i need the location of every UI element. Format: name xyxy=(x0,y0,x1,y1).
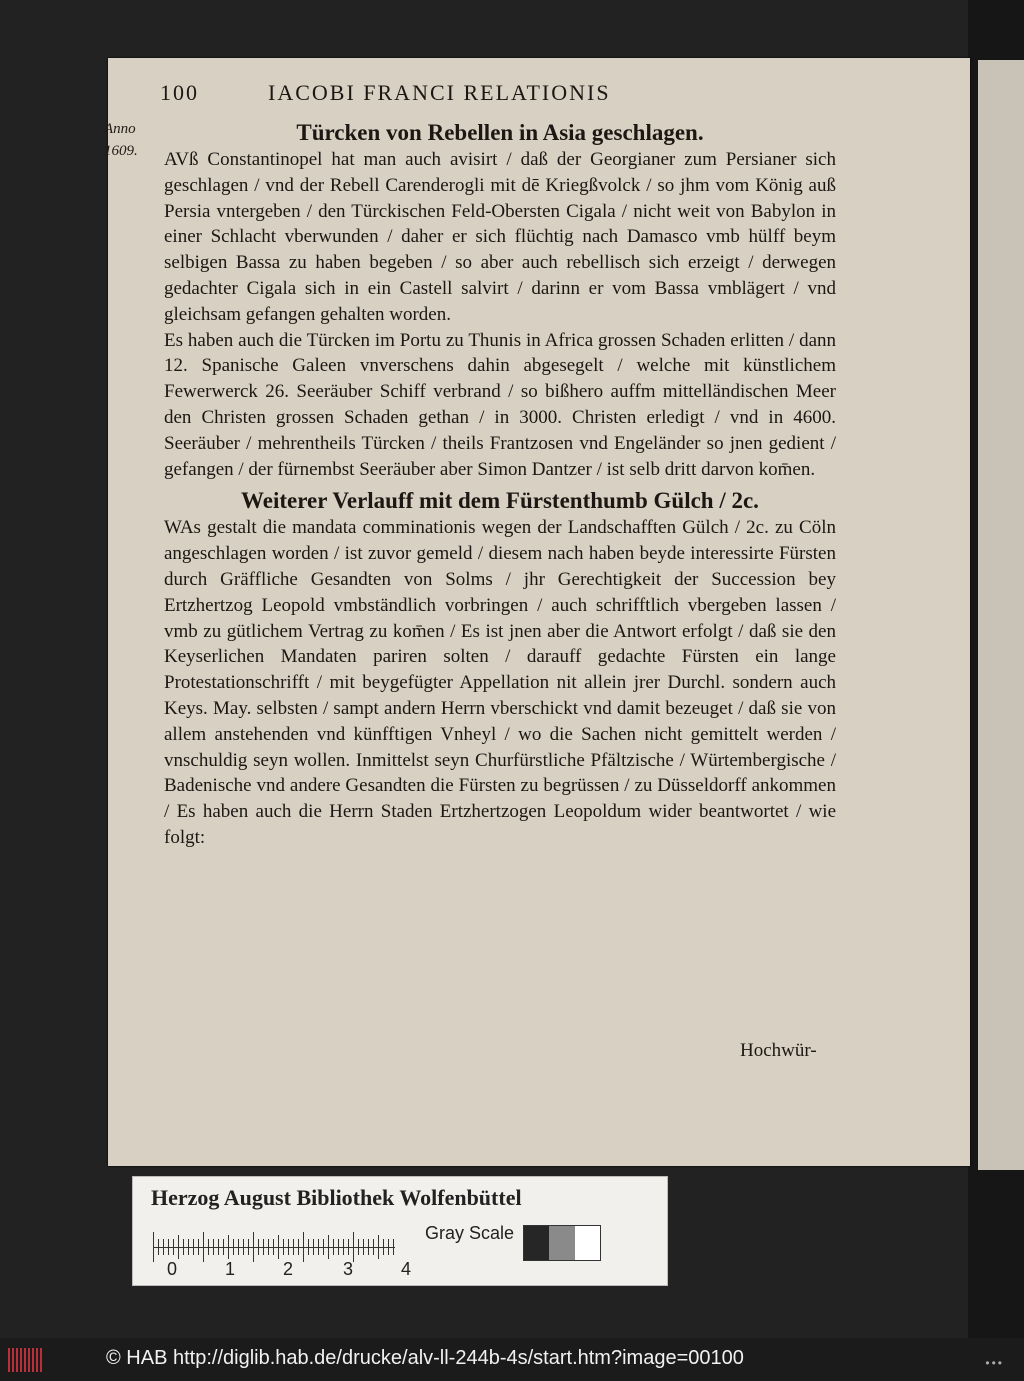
ruler-tick xyxy=(318,1239,319,1255)
ruler-tick xyxy=(263,1239,264,1255)
ruler-tick xyxy=(323,1239,324,1255)
catchword: Hochwür- xyxy=(740,1040,817,1061)
scale-number: 4 xyxy=(401,1259,412,1279)
ruler-tick xyxy=(268,1239,269,1255)
ruler-tick xyxy=(328,1235,329,1259)
ruler-tick xyxy=(193,1239,194,1255)
ruler-tick xyxy=(218,1239,219,1255)
margin-note xyxy=(104,118,160,162)
margin-note-line: Anno xyxy=(104,121,136,137)
ruler-tick xyxy=(253,1232,254,1262)
ruler-tick xyxy=(388,1239,389,1255)
gray-swatch xyxy=(575,1226,600,1260)
ruler-tick xyxy=(213,1239,214,1255)
ruler-tick xyxy=(163,1239,164,1255)
ruler-tick xyxy=(363,1239,364,1255)
page-number: 100 xyxy=(160,80,199,105)
ruler-tick xyxy=(278,1235,279,1259)
scale-number: 2 xyxy=(283,1259,294,1279)
library-name: Herzog August Bibliothek Wolfenbüttel xyxy=(151,1185,522,1210)
gray-swatch xyxy=(524,1226,549,1260)
ruler-tick xyxy=(198,1239,199,1255)
ruler-tick xyxy=(348,1239,349,1255)
ruler-tick xyxy=(208,1239,209,1255)
ruler-tick xyxy=(168,1239,169,1255)
ruler-tick xyxy=(338,1239,339,1255)
gray-scale-strip xyxy=(523,1225,601,1261)
ruler-tick xyxy=(258,1239,259,1255)
ruler-tick xyxy=(178,1235,179,1259)
ruler-tick xyxy=(173,1239,174,1255)
more-icon[interactable]: ••• xyxy=(985,1356,1004,1370)
ruler-tick xyxy=(353,1232,354,1262)
ruler-tick xyxy=(298,1239,299,1255)
color-reference-card xyxy=(132,1176,668,1286)
ruler-tick xyxy=(368,1239,369,1255)
scale-number: 0 xyxy=(167,1259,178,1279)
ruler-tick xyxy=(293,1239,294,1255)
footer-bar xyxy=(0,1338,1024,1381)
paragraph: AVß Constantinopel hat man auch avisirt / daß der Georgianer zum Persianer sich geschlagen / vnd der Rebell Carenderogli mit dē Kriegßvolck / so jhm vom König auß Persia vntergeben / den Türckischen Feld-Obersten Cigala / nicht weit von Babylon in einer Schlacht vberwunden / daher er sich flüchtig nach Damasco vmb hülff beym selbigen Bassa zu haben begeben / so aber auch rebellisch sich erzeigt / derwegen gedachter Cigala sich in ein Castell salvirt / darinn er vom Bassa vmblägert / vnd gleichsam gefangen gehalten worden. xyxy=(164,149,836,325)
ruler-tick xyxy=(273,1239,274,1255)
ruler-tick xyxy=(158,1239,159,1255)
paragraph: WAs gestalt die mandata comminationis wegen der Landschafften Gülch / 2c. zu Cöln angeschlagen worden / ist zuvor gemeld / diesem nach haben beyde interessirte Fürsten durch Gräffliche Gesandten von Solms / jhr Gerechtigkeit der Succession bey Ertzhertzog Leopold vmbständlich vorbringen / auch schrifftlich vbergeben lassen / vmb zu gütlichem Vertrag zu kom̄en / Es ist jnen aber die Antwort erfolgt / daß sie den Keyserlichen Mandaten pariren solten / darauff gedachte Fürsten ein lange Protestationschrifft / mit beygefügter Appellation nit allein jrer Durchl. sondern auch Keys. May. selbsten / sampt andern Herrn vberschickt vnd damit bezeuget / daß sie von allem anstehenden vnd künfftigen Vnheyl / wo die Sachen nicht gemittelt werden / vnschuldig seyn wollen. Inmittelst seyn Churfürstliche Pfältzische / Würtembergische / Badenische vnd andere Gesandten die Fürsten zu begrüssen / zu Düsseldorff ankommen / Es haben auch die Herrn Staden Ertzhertzogen Leopoldum wider beantwortet / wie folgt: xyxy=(164,517,836,848)
ruler-tick xyxy=(243,1239,244,1255)
section-heading: Türcken von Rebellen in Asia geschlagen. xyxy=(296,120,704,145)
ruler-tick xyxy=(343,1239,344,1255)
ruler-tick xyxy=(233,1239,234,1255)
ruler-tick xyxy=(378,1235,379,1259)
ruler-tick xyxy=(183,1239,184,1255)
ruler-tick xyxy=(238,1239,239,1255)
ruler-tick xyxy=(313,1239,314,1255)
scale-number: 1 xyxy=(225,1259,236,1279)
text-block xyxy=(164,118,836,851)
ruler-tick xyxy=(383,1239,384,1255)
margin-note-line: 1609. xyxy=(104,143,138,159)
ruler-tick xyxy=(308,1239,309,1255)
running-title: IACOBI FRANCI RELATIONIS xyxy=(268,80,611,105)
ruler-tick xyxy=(248,1239,249,1255)
ruler-tick xyxy=(393,1239,394,1255)
ruler-tick xyxy=(303,1232,304,1262)
section-heading: Weiterer Verlauff mit dem Fürstenthumb Gülch / 2c. xyxy=(241,488,759,514)
gray-scale-label: Gray Scale xyxy=(425,1223,515,1243)
ruler-tick xyxy=(333,1239,334,1255)
ruler-tick xyxy=(288,1239,289,1255)
ruler-tick xyxy=(203,1232,204,1262)
ruler-tick xyxy=(358,1239,359,1255)
scale-number: 3 xyxy=(343,1259,354,1279)
ruler-tick xyxy=(188,1239,189,1255)
scale-ruler xyxy=(153,1229,403,1265)
ruler-tick xyxy=(373,1239,374,1255)
ruler-tick xyxy=(153,1232,154,1262)
running-head xyxy=(160,80,810,110)
paragraph: Es haben auch die Türcken im Portu zu Thunis in Africa grossen Schaden erlitten / dann 12. Spanische Galeen vnverschens dahin abgesegelt / welche mit künstlichem Fewerwerck 26. Seeräuber Schiff verbrand / so bißhero auffm mittelländischen Meer den Christen grossen Schaden gethan / in 3000. Christen erledigt / vnd in 4600. Seeräuber / mehrentheils Türcken / theils Frantzosen vnd Engeländer so jnen gedient / gefangen / der fürnembst Seeräuber aber Simon Dantzer / ist selb dritt darvon kom̄en. xyxy=(164,329,836,480)
ruler-tick xyxy=(228,1235,229,1259)
gray-swatch xyxy=(549,1226,574,1260)
ruler-tick xyxy=(283,1239,284,1255)
ruler-tick xyxy=(223,1239,224,1255)
hab-logo-icon xyxy=(8,1348,44,1372)
copyright-link[interactable]: © HAB http://diglib.hab.de/drucke/alv-ll-244b-4s/start.htm?image=00100 xyxy=(106,1347,744,1369)
adjacent-leaf xyxy=(978,60,1024,1170)
